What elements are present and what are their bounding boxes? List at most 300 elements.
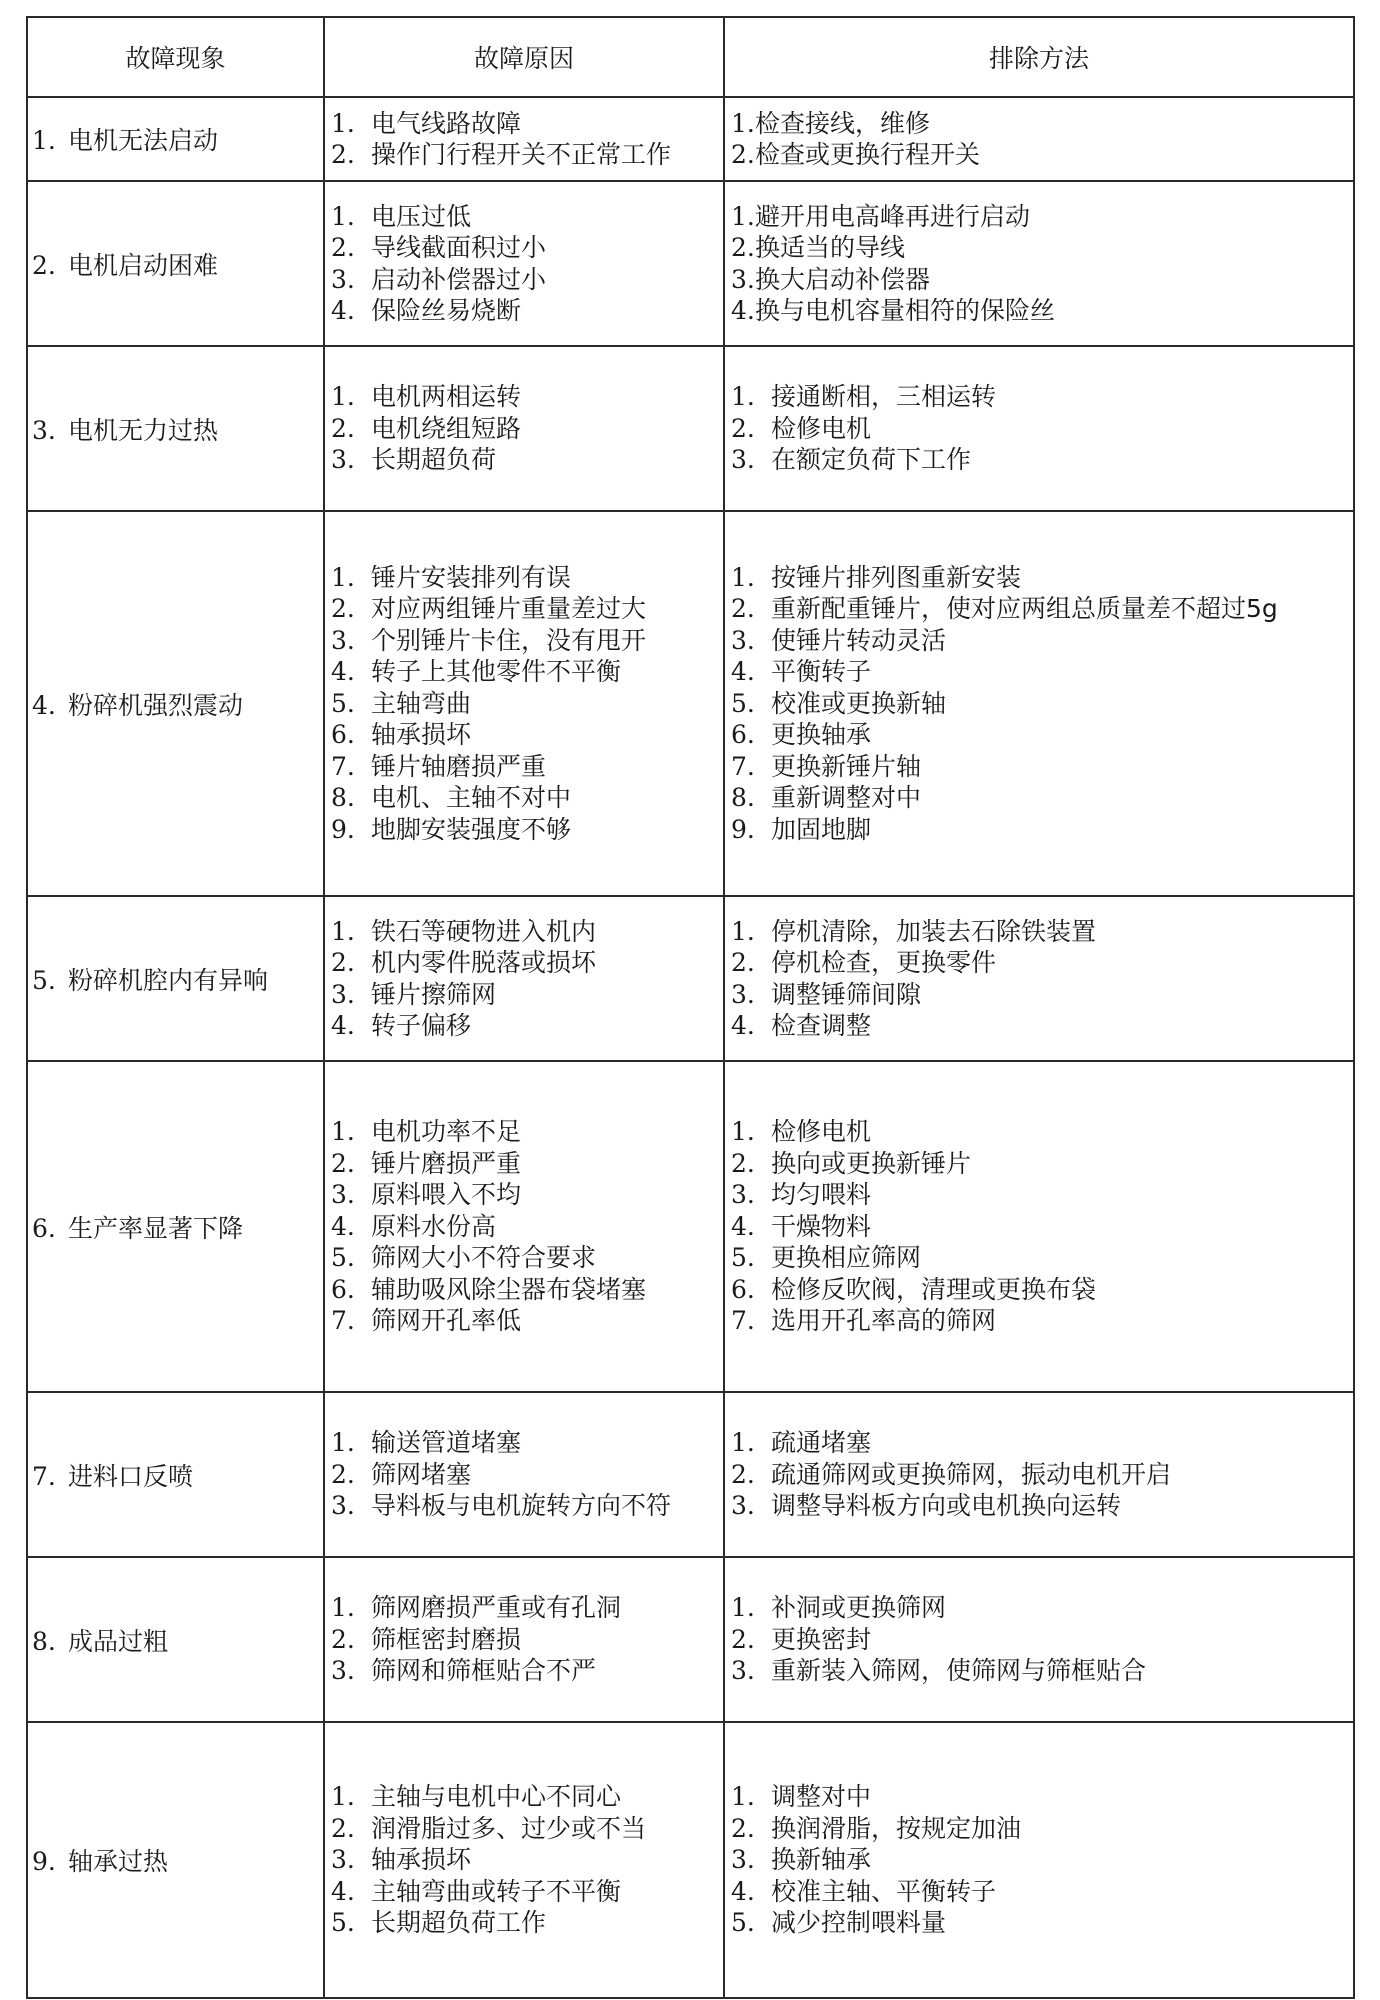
list-item: [331, 1459, 723, 1491]
cause-cell: [324, 346, 724, 511]
item-number: 3.: [331, 445, 355, 475]
item-number: 1.: [731, 562, 755, 592]
list-item: [331, 201, 723, 233]
list-item: [731, 108, 1353, 140]
item-number: 5.: [331, 1243, 355, 1273]
cause-cell-list: [325, 562, 723, 846]
list-item: [331, 916, 723, 948]
item-number: 2.: [731, 233, 755, 262]
item-text: 筛网开孔率低: [371, 1306, 522, 1336]
remedy-cell: [724, 511, 1354, 896]
item-text: 停机检查，更换零件: [771, 948, 997, 977]
list-item: [331, 264, 723, 296]
list-item: [331, 1179, 723, 1211]
list-item: [731, 1116, 1353, 1148]
item-number: 1.: [731, 1593, 755, 1623]
item-text: 换向或更换新锤片: [771, 1148, 972, 1178]
list-item: [331, 139, 723, 171]
item-number: 2.: [731, 1459, 755, 1489]
item-text: 更换轴承: [771, 720, 872, 750]
symptom-cell: [27, 1061, 324, 1392]
list-item: [331, 1844, 723, 1876]
item-number: 3.: [731, 1656, 755, 1686]
item-text: 按锤片排列图重新安装: [771, 562, 1022, 592]
symptom-number: 6.: [32, 1213, 56, 1243]
item-text: 筛网和筛框贴合不严: [371, 1656, 597, 1686]
list-item: [731, 916, 1353, 948]
symptom-number: 1.: [32, 126, 56, 155]
item-number: 1.: [331, 562, 355, 592]
item-number: 9.: [731, 814, 755, 844]
fault-table: [26, 16, 1355, 1999]
item-number: 3.: [731, 979, 755, 1009]
item-text: 筛网磨损严重或有孔洞: [371, 1593, 622, 1623]
item-text: 导料板与电机旋转方向不符: [371, 1491, 672, 1521]
remedy-cell: [724, 896, 1354, 1061]
list-item: [731, 232, 1353, 264]
list-item: [331, 562, 723, 594]
symptom-text: 成品过粗: [68, 1626, 169, 1656]
item-number: 1.: [731, 1428, 755, 1458]
item-number: 3.: [331, 264, 355, 294]
item-number: 2.: [731, 1624, 755, 1654]
item-number: 2.: [331, 1813, 355, 1843]
item-number: 3.: [731, 264, 755, 294]
symptom-text: 电机无力过热: [68, 415, 219, 445]
list-item: [331, 1211, 723, 1243]
cause-cell-list: [325, 1116, 723, 1337]
item-number: 6.: [731, 1274, 755, 1304]
list-item: [331, 1242, 723, 1274]
table-row: [27, 511, 1354, 896]
list-item: [731, 1242, 1353, 1274]
item-text: 疏通堵塞: [771, 1428, 872, 1458]
remedy-cell-list: [725, 108, 1353, 171]
list-item: [331, 1876, 723, 1908]
list-item: [731, 295, 1353, 327]
cause-cell: [324, 1557, 724, 1722]
item-text: 调整对中: [771, 1782, 872, 1812]
remedy-cell-list: [725, 201, 1353, 327]
item-text: 检查或更换行程开关: [755, 140, 981, 169]
item-number: 8.: [731, 783, 755, 813]
header-row: [27, 17, 1354, 97]
item-number: 6.: [331, 720, 355, 750]
item-text: 输送管道堵塞: [371, 1428, 522, 1458]
item-text: 主轴与电机中心不同心: [371, 1782, 622, 1812]
header-symptom: 故障现象: [27, 17, 324, 97]
item-text: 轴承损坏: [371, 720, 472, 750]
table-row: [27, 1392, 1354, 1557]
remedy-cell: [724, 346, 1354, 511]
item-text: 换适当的导线: [755, 233, 906, 262]
item-text: 调整锤筛间隙: [771, 979, 922, 1009]
item-number: 1.: [331, 1117, 355, 1147]
symptom-text: 粉碎机腔内有异响: [68, 965, 269, 995]
cause-cell-list: [325, 1781, 723, 1939]
symptom-text: 轴承过热: [68, 1847, 169, 1876]
cause-cell-list: [325, 381, 723, 476]
item-text: 原料喂入不均: [371, 1180, 522, 1210]
item-number: 3.: [731, 1491, 755, 1521]
symptom-number: 2.: [32, 250, 56, 280]
list-item: [731, 562, 1353, 594]
item-number: 4.: [731, 1876, 755, 1906]
item-number: 5.: [331, 1908, 355, 1938]
list-item: [331, 1305, 723, 1337]
item-number: 1.: [331, 382, 355, 412]
cause-cell-list: [325, 201, 723, 327]
item-number: 1.: [731, 108, 755, 138]
list-item: [731, 1274, 1353, 1306]
remedy-cell-list: [725, 916, 1353, 1042]
list-item: [731, 413, 1353, 445]
item-number: 1.: [331, 1593, 355, 1623]
cause-cell-list: [325, 1592, 723, 1687]
symptom-number: 5.: [32, 965, 56, 995]
table-row: [27, 97, 1354, 181]
item-text: 使锤片转动灵活: [771, 625, 947, 655]
list-item: [331, 1148, 723, 1180]
symptom-cell: [27, 1722, 324, 1998]
item-number: 3.: [731, 1845, 755, 1875]
cause-cell: [324, 97, 724, 181]
list-item: [331, 1624, 723, 1656]
remedy-cell: [724, 1061, 1354, 1392]
item-text: 校准或更换新轴: [771, 688, 947, 718]
cause-cell: [324, 896, 724, 1061]
item-number: 1.: [731, 1117, 755, 1147]
item-text: 检修电机: [771, 1117, 872, 1147]
symptom-number: 8.: [32, 1626, 56, 1656]
remedy-cell: [724, 97, 1354, 181]
item-text: 换新轴承: [771, 1845, 872, 1875]
symptom-cell: [27, 1557, 324, 1722]
item-text: 校准主轴、平衡转子: [771, 1876, 997, 1906]
list-item: [331, 688, 723, 720]
item-number: 6.: [331, 1274, 355, 1304]
list-item: [331, 1781, 723, 1813]
item-text: 平衡转子: [771, 657, 872, 687]
item-text: 润滑脂过多、过少或不当: [371, 1813, 647, 1843]
list-item: [331, 719, 723, 751]
remedy-cell: [724, 181, 1354, 346]
symptom-cell: [27, 896, 324, 1061]
item-text: 主轴弯曲或转子不平衡: [371, 1876, 622, 1906]
list-item: [331, 979, 723, 1011]
list-item: [731, 656, 1353, 688]
item-text: 补洞或更换筛网: [771, 1593, 947, 1623]
symptom-number: 4.: [32, 690, 56, 720]
item-number: 3.: [731, 445, 755, 475]
list-item: [731, 1907, 1353, 1939]
remedy-cell-list: [725, 562, 1353, 846]
table-row: [27, 181, 1354, 346]
item-text: 长期超负荷: [371, 445, 497, 475]
item-number: 4.: [331, 657, 355, 687]
list-item: [331, 108, 723, 140]
list-item: [731, 719, 1353, 751]
remedy-cell-list: [725, 1427, 1353, 1522]
item-number: 2.: [331, 1624, 355, 1654]
list-item: [331, 593, 723, 625]
item-number: 9.: [331, 814, 355, 844]
item-text: 机内零件脱落或损坏: [371, 948, 597, 977]
list-item: [331, 814, 723, 846]
list-item: [331, 751, 723, 783]
list-item: [331, 947, 723, 979]
list-item: [331, 1116, 723, 1148]
symptom-cell: [27, 97, 324, 181]
item-text: 长期超负荷工作: [371, 1908, 547, 1938]
table-row: [27, 1722, 1354, 1998]
list-item: [331, 1813, 723, 1845]
item-number: 3.: [331, 979, 355, 1009]
item-text: 保险丝易烧断: [371, 296, 522, 325]
header-cause: 故障原因: [324, 17, 724, 97]
item-number: 3.: [331, 1845, 355, 1875]
item-number: 4.: [731, 296, 755, 325]
item-text: 疏通筛网或更换筛网，振动电机开启: [771, 1459, 1172, 1489]
item-number: 2.: [731, 1813, 755, 1843]
item-number: 4.: [331, 1211, 355, 1241]
list-item: [731, 1148, 1353, 1180]
item-text: 电机两相运转: [371, 382, 522, 412]
cause-cell-list: [325, 1427, 723, 1522]
remedy-cell: [724, 1722, 1354, 1998]
cause-cell-list: [325, 108, 723, 171]
item-number: 1.: [731, 1782, 755, 1812]
item-text: 更换新锤片轴: [771, 751, 922, 781]
item-text: 筛网大小不符合要求: [371, 1243, 597, 1273]
list-item: [731, 139, 1353, 171]
item-text: 启动补偿器过小: [371, 264, 547, 294]
symptom-text: 生产率显著下降: [68, 1213, 244, 1243]
list-item: [731, 947, 1353, 979]
symptom-cell: [27, 1392, 324, 1557]
item-text: 辅助吸风除尘器布袋堵塞: [371, 1274, 647, 1304]
item-text: 检修反吹阀，清理或更换布袋: [771, 1274, 1097, 1304]
item-text: 锤片轴磨损严重: [371, 751, 547, 781]
item-text: 铁石等硬物进入机内: [371, 916, 597, 946]
item-text: 锤片安装排列有误: [371, 562, 572, 592]
list-item: [331, 232, 723, 264]
item-number: 1.: [731, 916, 755, 946]
item-number: 1.: [731, 201, 755, 231]
list-item: [731, 751, 1353, 783]
list-item: [731, 264, 1353, 296]
item-text: 个别锤片卡住，没有甩开: [371, 625, 647, 655]
list-item: [731, 1876, 1353, 1908]
cause-cell-list: [325, 916, 723, 1042]
item-number: 4.: [731, 1211, 755, 1241]
item-text: 检修电机: [771, 413, 872, 443]
cause-cell: [324, 181, 724, 346]
table-row: [27, 896, 1354, 1061]
header-remedy: 排除方法: [724, 17, 1354, 97]
remedy-cell-list: [725, 1781, 1353, 1939]
list-item: [731, 1844, 1353, 1876]
item-text: 接通断相，三相运转: [771, 382, 997, 412]
list-item: [331, 381, 723, 413]
cause-cell: [324, 1061, 724, 1392]
item-number: 1.: [331, 1428, 355, 1458]
list-item: [731, 593, 1353, 625]
item-number: 2.: [731, 1148, 755, 1178]
item-text: 锤片擦筛网: [371, 979, 497, 1009]
item-text: 选用开孔率高的筛网: [771, 1306, 997, 1336]
item-number: 3.: [331, 625, 355, 655]
list-item: [731, 979, 1353, 1011]
list-item: [731, 782, 1353, 814]
list-item: [731, 1592, 1353, 1624]
item-number: 7.: [331, 751, 355, 781]
item-text: 重新配重锤片，使对应两组总质量差不超过5g: [771, 594, 1278, 624]
list-item: [731, 1655, 1353, 1687]
item-number: 2.: [331, 140, 355, 169]
list-item: [731, 1427, 1353, 1459]
list-item: [731, 201, 1353, 233]
item-text: 电机、主轴不对中: [371, 783, 572, 813]
item-text: 重新装入筛网，使筛网与筛框贴合: [771, 1656, 1147, 1686]
list-item: [731, 1781, 1353, 1813]
item-number: 4.: [331, 1876, 355, 1906]
symptom-number: 3.: [32, 415, 56, 445]
item-text: 调整导料板方向或电机换向运转: [771, 1491, 1122, 1521]
remedy-cell-list: [725, 1116, 1353, 1337]
item-number: 7.: [731, 751, 755, 781]
item-number: 2.: [731, 594, 755, 624]
list-item: [731, 1211, 1353, 1243]
list-item: [331, 1010, 723, 1042]
list-item: [331, 1427, 723, 1459]
item-text: 重新调整对中: [771, 783, 922, 813]
item-text: 换大启动补偿器: [755, 264, 931, 294]
list-item: [731, 444, 1353, 476]
list-item: [731, 688, 1353, 720]
symptom-text: 粉碎机强烈震动: [68, 690, 244, 720]
item-number: 7.: [731, 1306, 755, 1336]
item-number: 5.: [731, 688, 755, 718]
item-text: 电机绕组短路: [371, 413, 522, 443]
item-text: 检查调整: [771, 1011, 872, 1040]
item-text: 更换密封: [771, 1624, 872, 1654]
item-number: 3.: [731, 1180, 755, 1210]
symptom-cell: [27, 181, 324, 346]
symptom-text: 电机启动困难: [68, 250, 219, 280]
list-item: [331, 1907, 723, 1939]
item-number: 2.: [731, 140, 755, 169]
list-item: [331, 782, 723, 814]
item-number: 8.: [331, 783, 355, 813]
list-item: [731, 1305, 1353, 1337]
item-number: 3.: [731, 625, 755, 655]
cause-cell: [324, 1392, 724, 1557]
item-number: 1.: [331, 108, 355, 138]
remedy-cell-list: [725, 381, 1353, 476]
table-body: [27, 97, 1354, 1998]
item-number: 2.: [731, 948, 755, 977]
symptom-cell: [27, 511, 324, 896]
item-number: 5.: [731, 1908, 755, 1938]
item-text: 电机功率不足: [371, 1117, 522, 1147]
item-text: 操作门行程开关不正常工作: [371, 140, 672, 169]
item-text: 换与电机容量相符的保险丝: [755, 296, 1056, 325]
item-number: 5.: [731, 1243, 755, 1273]
item-number: 3.: [331, 1656, 355, 1686]
table-row: [27, 1557, 1354, 1722]
list-item: [331, 444, 723, 476]
item-text: 干燥物料: [771, 1211, 872, 1241]
list-item: [731, 814, 1353, 846]
item-text: 减少控制喂料量: [771, 1908, 947, 1938]
symptom-cell: [27, 346, 324, 511]
list-item: [331, 656, 723, 688]
remedy-cell: [724, 1557, 1354, 1722]
list-item: [331, 1655, 723, 1687]
item-number: 2.: [331, 1148, 355, 1178]
item-text: 避开用电高峰再进行启动: [755, 201, 1031, 231]
item-number: 5.: [331, 688, 355, 718]
item-text: 筛网堵塞: [371, 1459, 472, 1489]
list-item: [331, 1592, 723, 1624]
item-number: 2.: [331, 413, 355, 443]
item-text: 电压过低: [371, 201, 472, 231]
item-text: 筛框密封磨损: [371, 1624, 522, 1654]
item-text: 对应两组锤片重量差过大: [371, 594, 647, 624]
item-text: 更换相应筛网: [771, 1243, 922, 1273]
list-item: [731, 1179, 1353, 1211]
item-number: 2.: [331, 233, 355, 262]
cause-cell: [324, 511, 724, 896]
item-number: 3.: [331, 1180, 355, 1210]
item-text: 在额定负荷下工作: [771, 445, 972, 475]
item-number: 4.: [331, 1011, 355, 1040]
item-text: 换润滑脂，按规定加油: [771, 1813, 1022, 1843]
remedy-cell: [724, 1392, 1354, 1557]
list-item: [731, 1010, 1353, 1042]
item-number: 2.: [331, 594, 355, 624]
item-text: 轴承损坏: [371, 1845, 472, 1875]
symptom-text: 进料口反喷: [68, 1461, 194, 1491]
table-row: [27, 346, 1354, 511]
item-number: 3.: [331, 1491, 355, 1521]
item-number: 4.: [731, 657, 755, 687]
item-number: 2.: [331, 948, 355, 977]
list-item: [731, 625, 1353, 657]
item-number: 2.: [731, 413, 755, 443]
symptom-text: 电机无法启动: [68, 126, 219, 155]
item-number: 1.: [331, 1782, 355, 1812]
item-number: 1.: [731, 382, 755, 412]
item-text: 停机清除，加装去石除铁装置: [771, 916, 1097, 946]
list-item: [331, 413, 723, 445]
item-number: 6.: [731, 720, 755, 750]
item-number: 4.: [331, 296, 355, 325]
item-text: 转子上其他零件不平衡: [371, 657, 622, 687]
item-number: 4.: [731, 1011, 755, 1040]
list-item: [331, 625, 723, 657]
list-item: [331, 1490, 723, 1522]
item-text: 均匀喂料: [771, 1180, 872, 1210]
item-number: 7.: [331, 1306, 355, 1336]
cause-cell: [324, 1722, 724, 1998]
list-item: [731, 1490, 1353, 1522]
item-text: 导线截面积过小: [371, 233, 547, 262]
symptom-number: 9.: [32, 1847, 56, 1876]
item-text: 电气线路故障: [371, 108, 522, 138]
item-text: 加固地脚: [771, 814, 872, 844]
